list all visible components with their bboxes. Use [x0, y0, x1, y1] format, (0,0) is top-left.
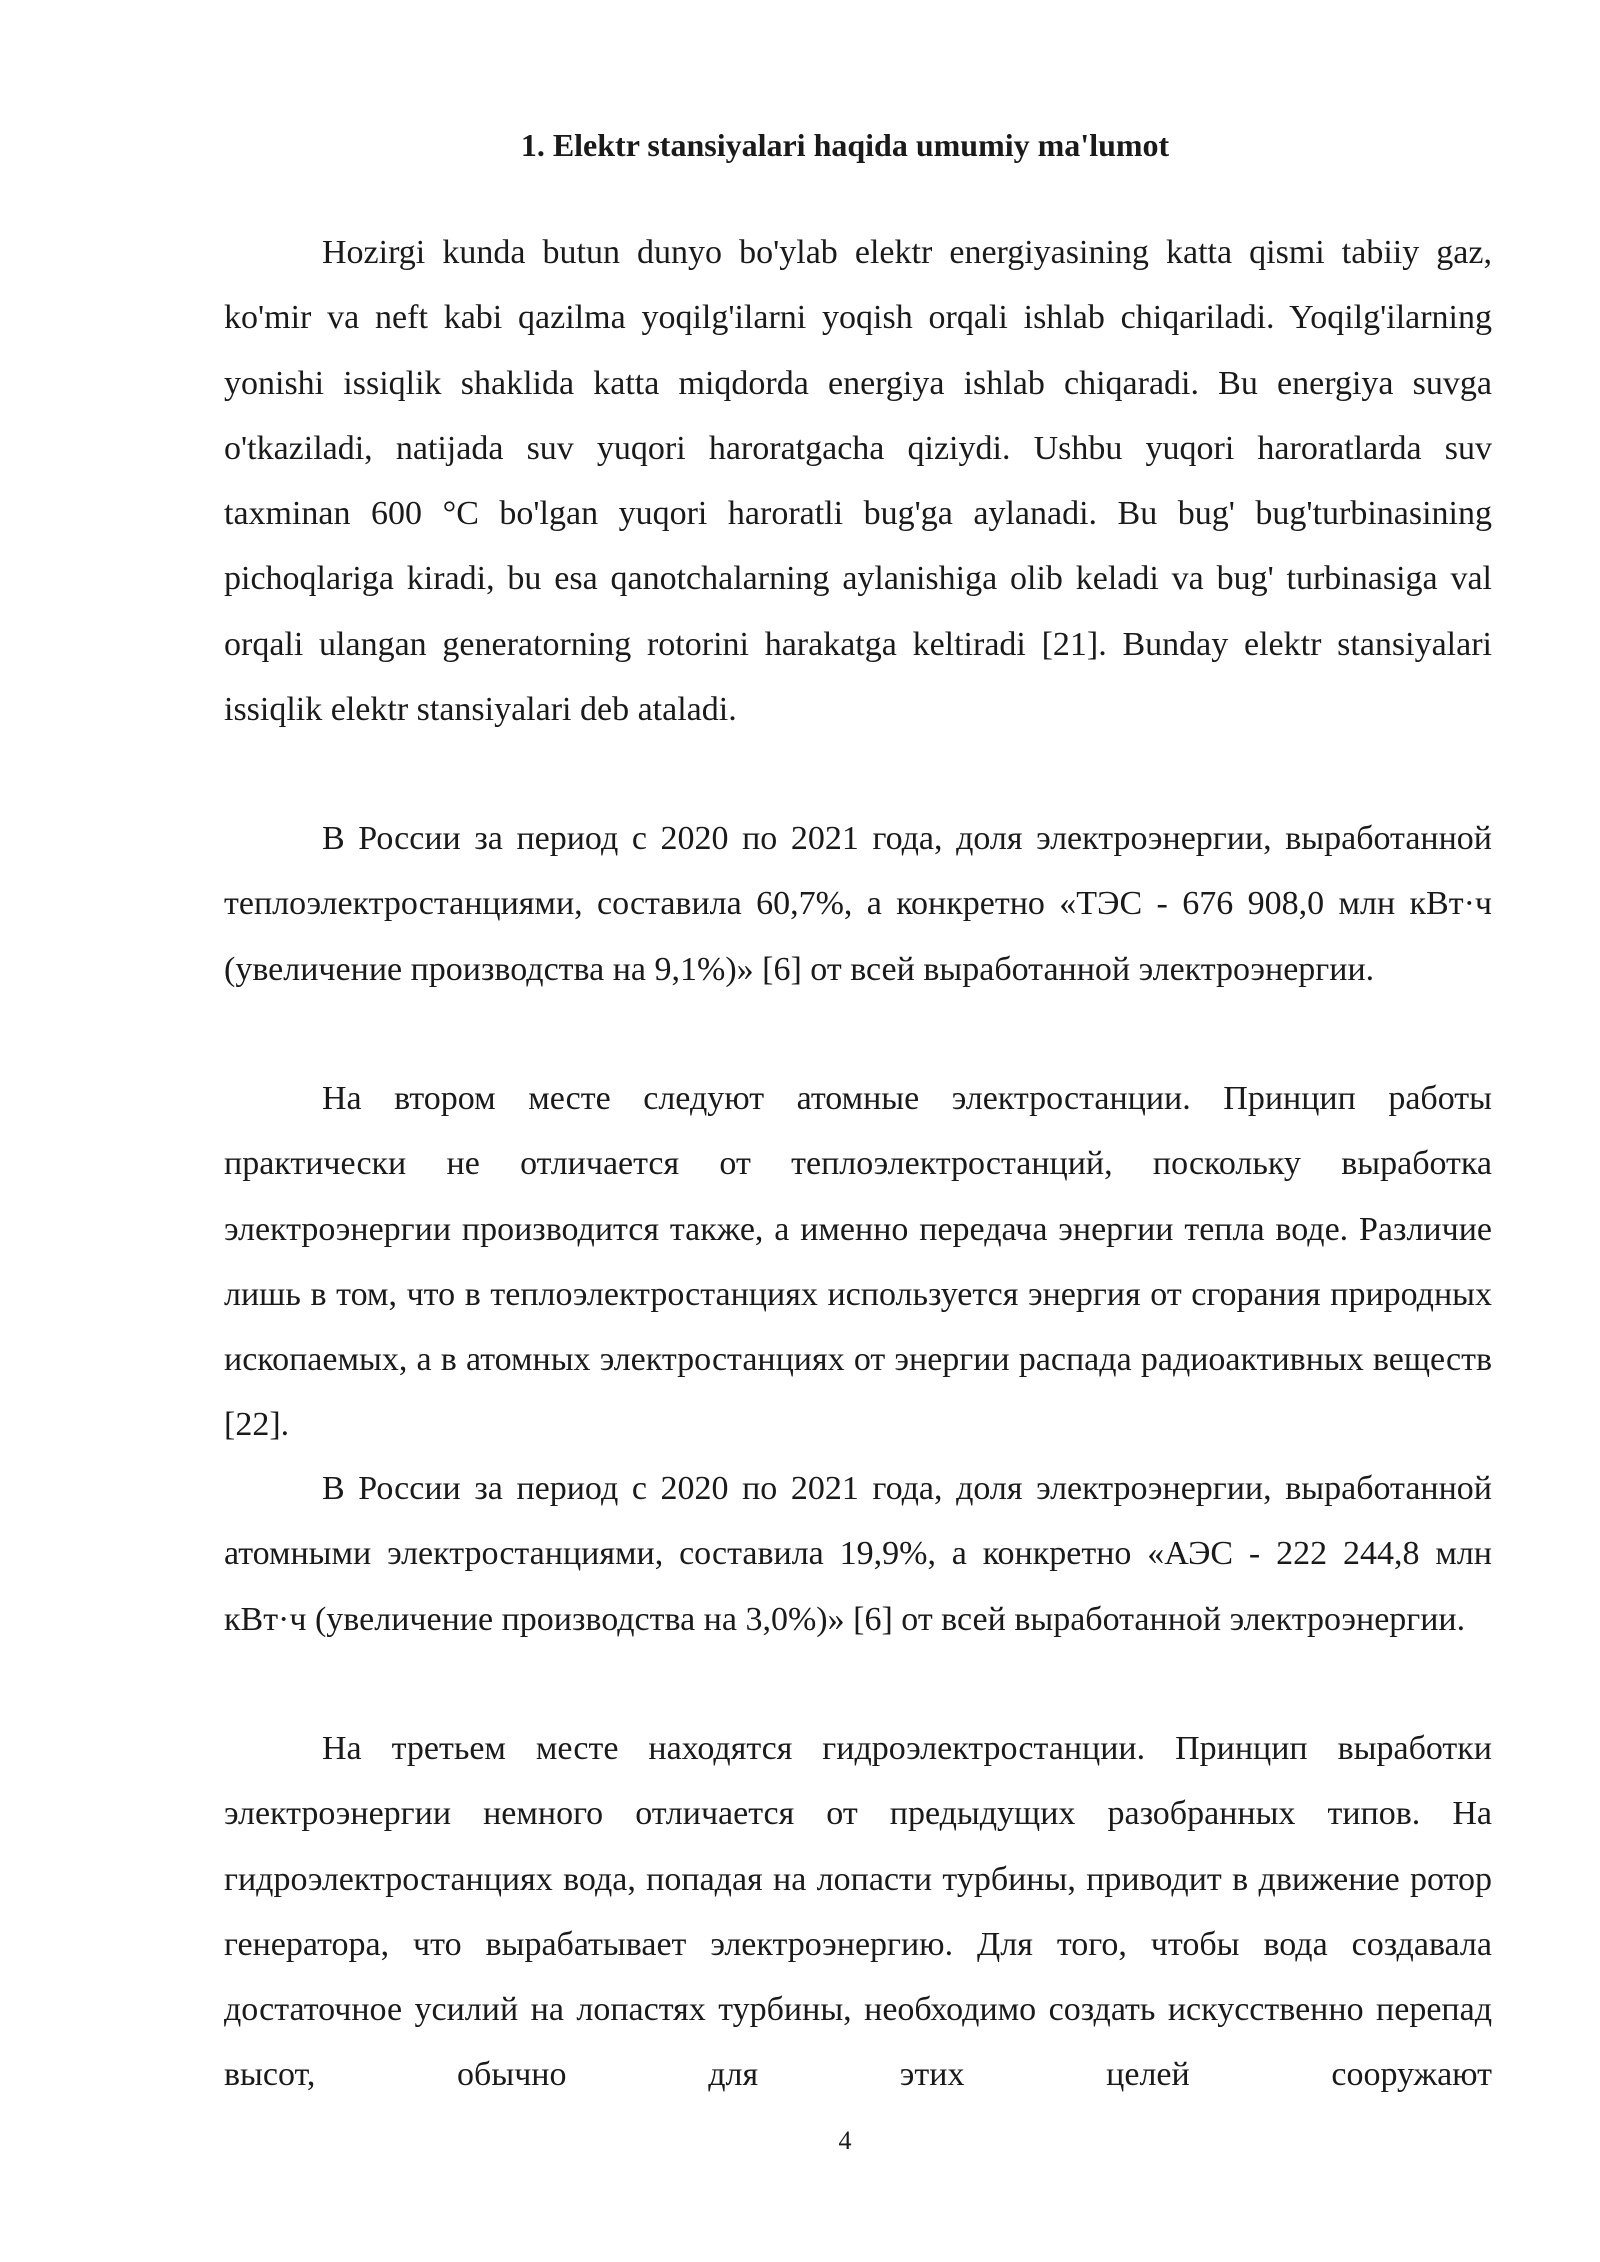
paragraph-nuclear-principle: На втором месте следуют атомные электростанции. Принцип работы практически не отличается от теплоэлектростанций, поскольку выработка электроэнергии производится также, а именно передача энергии тепла воде. Различие лишь в том, что в теплоэлектростанциях используется энергия от сгорания природных ископаемых, а в атомных электростанциях от энергии распада радиоактивных веществ [22].: [224, 1080, 1492, 1444]
paragraph-tes-share: В России за период с 2020 по 2021 года, доля электроэнергии, выработанной теплоэлектростанциями, составила 60,7%, а конкретно «ТЭС - 676 908,0 млн кВт·ч (увеличение производства на 9,1%)» [6] от всей выработанной электроэнергии.: [224, 820, 1492, 988]
paragraph-thermal-power-uz: Hozirgi kunda butun dunyo bo'ylab elektr energiyasining katta qismi tabiiy gaz, ko'mir va neft kabi qazilma yoqilg'ilarni yoqish orqali ishlab chiqariladi. Yoqilg'ilarning yonishi issiqlik shaklida katta miqdorda energiya ishlab chiqaradi. Bu energiya suvga o'tkaziladi, natijada suv yuqori haroratgacha qiziydi. Ushbu yuqori haroratlarda suv taxminan 600 °C bo'lgan yuqori haroratli bug'ga aylanadi. Bu bug' bug'turbinasining pichoqlariga kiradi, bu esa qanotchalarning aylanishiga olib keladi va bug' turbinasiga val orqali ulangan generatorning rotorini harakatga keltiradi [21]. Bunday elektr stansiyalari issiqlik elektr stansiyalari deb ataladi.: [224, 234, 1492, 729]
section-heading: 1. Elektr stansiyalari haqida umumiy ma'lumot: [520, 127, 1170, 163]
page-number: 4: [838, 2126, 852, 2155]
paragraph-aes-share: В России за период с 2020 по 2021 года, доля электроэнергии, выработанной атомными электростанциями, составила 19,9%, а конкретно «АЭС - 222 244,8 млн кВт·ч (увеличение производства на 3,0%)» [6] от всей выработанной электроэнергии.: [224, 1470, 1492, 1638]
paragraph-hydro-principle: На третьем месте находятся гидроэлектростанции. Принцип выработки электроэнергии немного отличается от предыдущих разобранных типов. На гидроэлектростанциях вода, попадая на лопасти турбины, приводит в движение ротор генератора, что вырабатывает электроэнергию. Для того, чтобы вода создавала достаточное усилий на лопастях турбины, необходимо создать искусственно перепад высот, обычно для этих целей сооружают: [224, 1730, 1492, 2094]
